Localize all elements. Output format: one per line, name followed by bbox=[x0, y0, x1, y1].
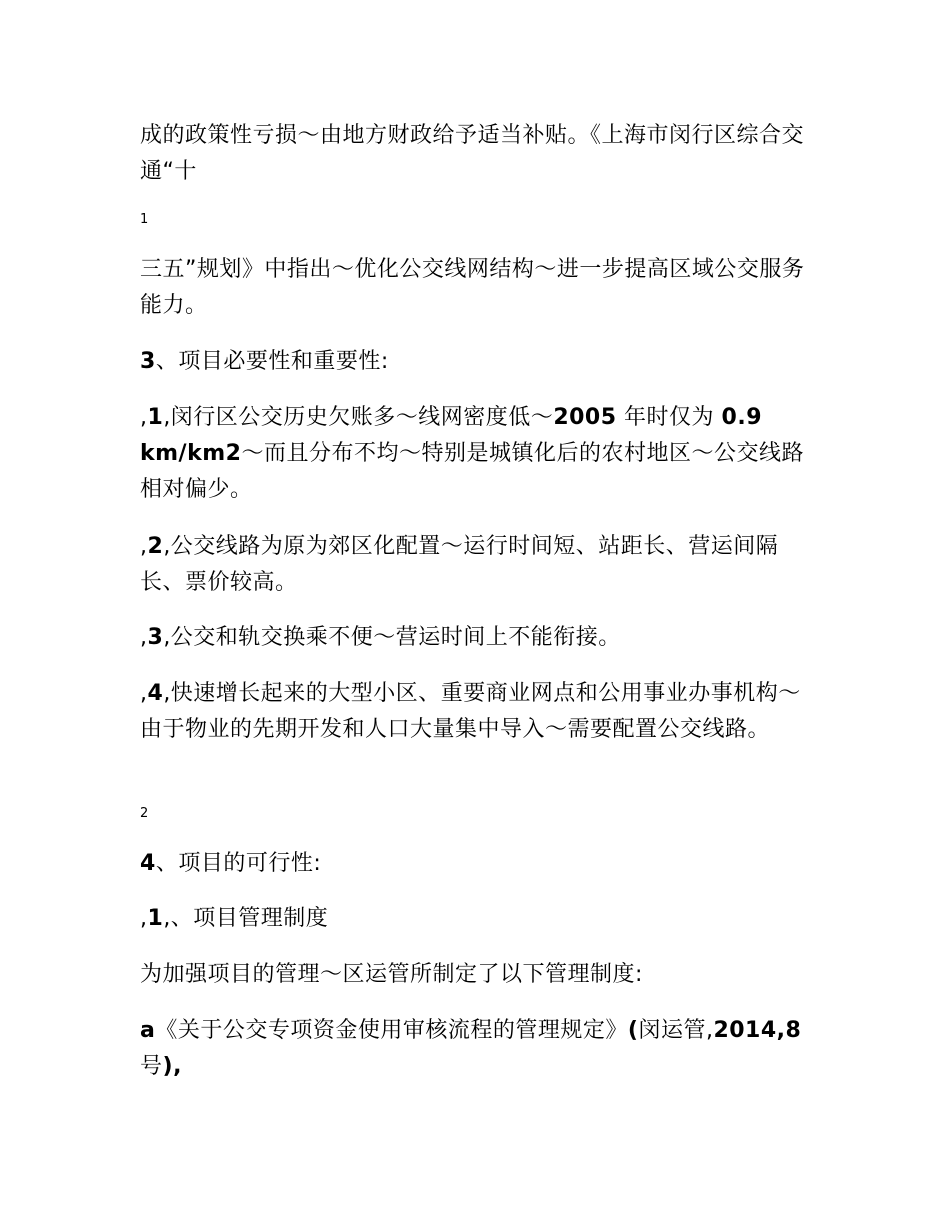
regulation-item-a-org: 闵运管, bbox=[638, 1018, 714, 1043]
list-item-3-text: ,公交和轨交换乘不便～营运时间上不能衔接。 bbox=[163, 625, 621, 650]
list-item-1-density: 0.9 km/km2 bbox=[140, 405, 771, 466]
regulation-item-a-label: a bbox=[140, 1018, 156, 1043]
paragraph-management-intro bbox=[140, 957, 820, 993]
list-item-1 bbox=[140, 400, 820, 508]
heading-feasibility-text: 、项目的可行性: bbox=[155, 851, 322, 876]
list-item-4-prefix: , bbox=[140, 681, 148, 706]
list-item-3-prefix: , bbox=[140, 625, 148, 650]
regulation-item-a-year: 2014,8 bbox=[713, 1018, 802, 1043]
list-item-1-number: 1 bbox=[147, 405, 164, 430]
heading-necessity bbox=[140, 344, 820, 380]
list-item-4 bbox=[140, 676, 820, 748]
list-item-4-number: 4 bbox=[147, 681, 164, 706]
regulation-item-a-close-paren: ), bbox=[162, 1054, 182, 1079]
paragraph-management-intro-text: 为加强项目的管理～区运管所制定了以下管理制度: bbox=[140, 962, 643, 987]
list-item-2-text: ,公交线路为原为郊区化配置～运行时间短、站距长、营运间隔长、票价较高。 bbox=[140, 534, 779, 595]
heading-necessity-text: 、项目必要性和重要性: bbox=[155, 349, 389, 374]
paragraph-subsidy-text: 成的政策性亏损～由地方财政给予适当补贴。《上海市闵行区综合交通“十 bbox=[140, 123, 805, 184]
subheading-management-number: 1 bbox=[147, 906, 164, 931]
list-item-1-text-c: ～而且分布不均～特别是城镇化后的农村地区～公交线路相对偏少。 bbox=[140, 441, 804, 502]
page-number-2: 2 bbox=[140, 806, 149, 821]
list-item-3-number: 3 bbox=[147, 625, 164, 650]
paragraph-subsidy bbox=[140, 118, 820, 190]
subheading-management-prefix: , bbox=[140, 906, 148, 931]
list-item-2-number: 2 bbox=[147, 534, 164, 559]
list-item-1-year: 2005 bbox=[553, 405, 617, 430]
subheading-management bbox=[140, 901, 820, 937]
regulation-item-a-title: 《关于公交专项资金使用审核流程的管理规定》 bbox=[155, 1018, 628, 1043]
regulation-item-a bbox=[140, 1013, 820, 1085]
list-item-4-text: ,快速增长起来的大型小区、重要商业网点和公用事业办事机构～由于物业的先期开发和人口大量集中导入～需要配置公交线路。 bbox=[140, 681, 801, 742]
list-item-1-text-a: ,闵行区公交历史欠账多～线网密度低～ bbox=[163, 405, 554, 430]
heading-necessity-number: 3 bbox=[140, 349, 156, 374]
page-number-1: 1 bbox=[140, 212, 149, 227]
heading-feasibility bbox=[140, 846, 820, 882]
paragraph-plan bbox=[140, 252, 820, 324]
regulation-item-a-number-suffix: 号 bbox=[140, 1018, 809, 1079]
list-item-1-text-b: 年时仅为 bbox=[616, 405, 722, 430]
list-item-2-prefix: , bbox=[140, 534, 148, 559]
subheading-management-text: ,、项目管理制度 bbox=[163, 906, 329, 931]
heading-feasibility-number: 4 bbox=[140, 851, 156, 876]
list-item-2 bbox=[140, 529, 820, 601]
paragraph-plan-text: 三五”规划》中指出～优化公交线网结构～进一步提高区域公交服务能力。 bbox=[140, 257, 805, 318]
list-item-3 bbox=[140, 620, 820, 656]
list-item-1-prefix: , bbox=[140, 405, 148, 430]
regulation-item-a-open-paren: ( bbox=[627, 1018, 639, 1043]
